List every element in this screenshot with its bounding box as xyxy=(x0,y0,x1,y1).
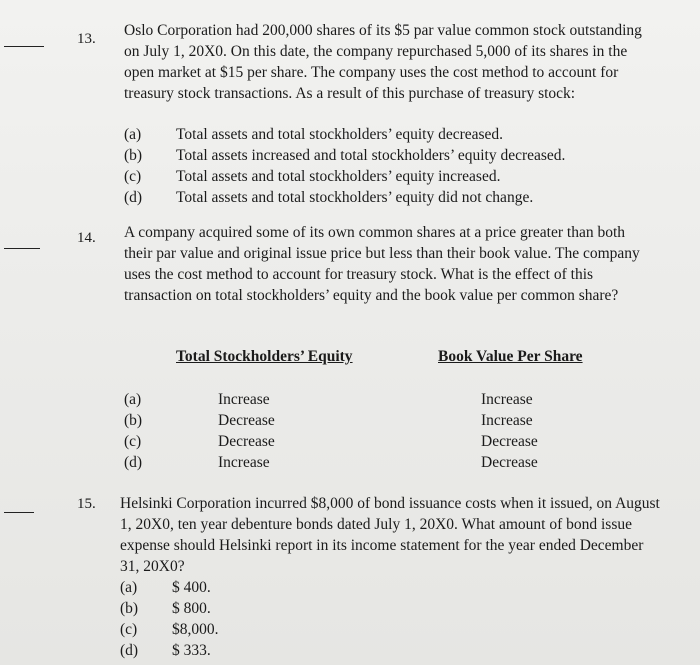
option-label: (a) xyxy=(120,579,138,596)
table-row-label: (c) xyxy=(124,433,142,450)
question-number-15: 15. xyxy=(77,496,96,512)
table-header-book-value: Book Value Per Share xyxy=(438,348,583,365)
table-cell-book: Decrease xyxy=(481,433,538,450)
option-13-b xyxy=(124,145,565,166)
option-text: Total assets increased and total stockholders’ equity decreased. xyxy=(176,147,566,164)
question-number-13: 13. xyxy=(77,31,96,47)
table-cell-book: Increase xyxy=(481,412,533,429)
option-label: (a) xyxy=(124,126,142,143)
table-row-label: (b) xyxy=(124,412,143,429)
option-text: $8,000. xyxy=(172,621,219,638)
option-15-c xyxy=(120,619,219,640)
answer-blank-13[interactable] xyxy=(4,46,44,47)
table-cell-equity: Increase xyxy=(218,454,270,471)
option-label: (b) xyxy=(124,147,143,164)
option-13-c xyxy=(124,166,500,187)
option-text: $ 400. xyxy=(172,579,211,596)
option-text: $ 800. xyxy=(172,600,211,617)
answer-blank-15[interactable] xyxy=(4,512,34,513)
answer-blank-14[interactable] xyxy=(4,248,40,249)
question-text-13: Oslo Corporation had 200,000 shares of its $5 par value common stock outstanding on July 1, 20X0. On this date, the company repurchased 5,000 of its shares in the open market at $15 per share. The company uses the cost method to account for treasury stock transactions. As a result of this purchase of treasury stock: xyxy=(124,22,642,102)
question-text-15: Helsinki Corporation incurred $8,000 of bond issuance costs when it issued, on August 1, 20X0, ten year debenture bonds dated July 1, 20X0. What amount of bond issue expense should Helsinki report in its income statement for the year ended December 31, 20X0? xyxy=(120,495,660,575)
table-cell-equity: Increase xyxy=(218,391,270,408)
option-label: (c) xyxy=(124,168,142,185)
table-cell-equity: Decrease xyxy=(218,412,275,429)
option-label: (c) xyxy=(120,621,138,638)
question-number-14: 14. xyxy=(77,230,96,246)
table-cell-book: Decrease xyxy=(481,454,538,471)
option-text: Total assets and total stockholders’ equity did not change. xyxy=(176,189,534,206)
option-label: (d) xyxy=(120,642,139,659)
table-row-label: (d) xyxy=(124,454,143,471)
option-13-d xyxy=(124,187,533,208)
option-text: $ 333. xyxy=(172,642,211,659)
table-cell-equity: Decrease xyxy=(218,433,275,450)
question-text-14: A company acquired some of its own common shares at a price greater than both their par value and original issue price but less than their book value. The company uses the cost method to account for treasury stock. What is the effect of this transaction on total stockholders’ equity and the book value per common share? xyxy=(124,224,640,304)
table-cell-book: Increase xyxy=(481,391,533,408)
table-header-equity: Total Stockholders’ Equity xyxy=(176,348,353,365)
option-label: (d) xyxy=(124,189,143,206)
option-text: Total assets and total stockholders’ equity increased. xyxy=(176,168,501,185)
option-15-b xyxy=(120,598,211,619)
option-15-a xyxy=(120,577,211,598)
option-label: (b) xyxy=(120,600,139,617)
option-13-a xyxy=(124,124,503,145)
option-text: Total assets and total stockholders’ equity decreased. xyxy=(176,126,504,143)
table-row-label: (a) xyxy=(124,391,142,408)
option-15-d xyxy=(120,640,211,661)
